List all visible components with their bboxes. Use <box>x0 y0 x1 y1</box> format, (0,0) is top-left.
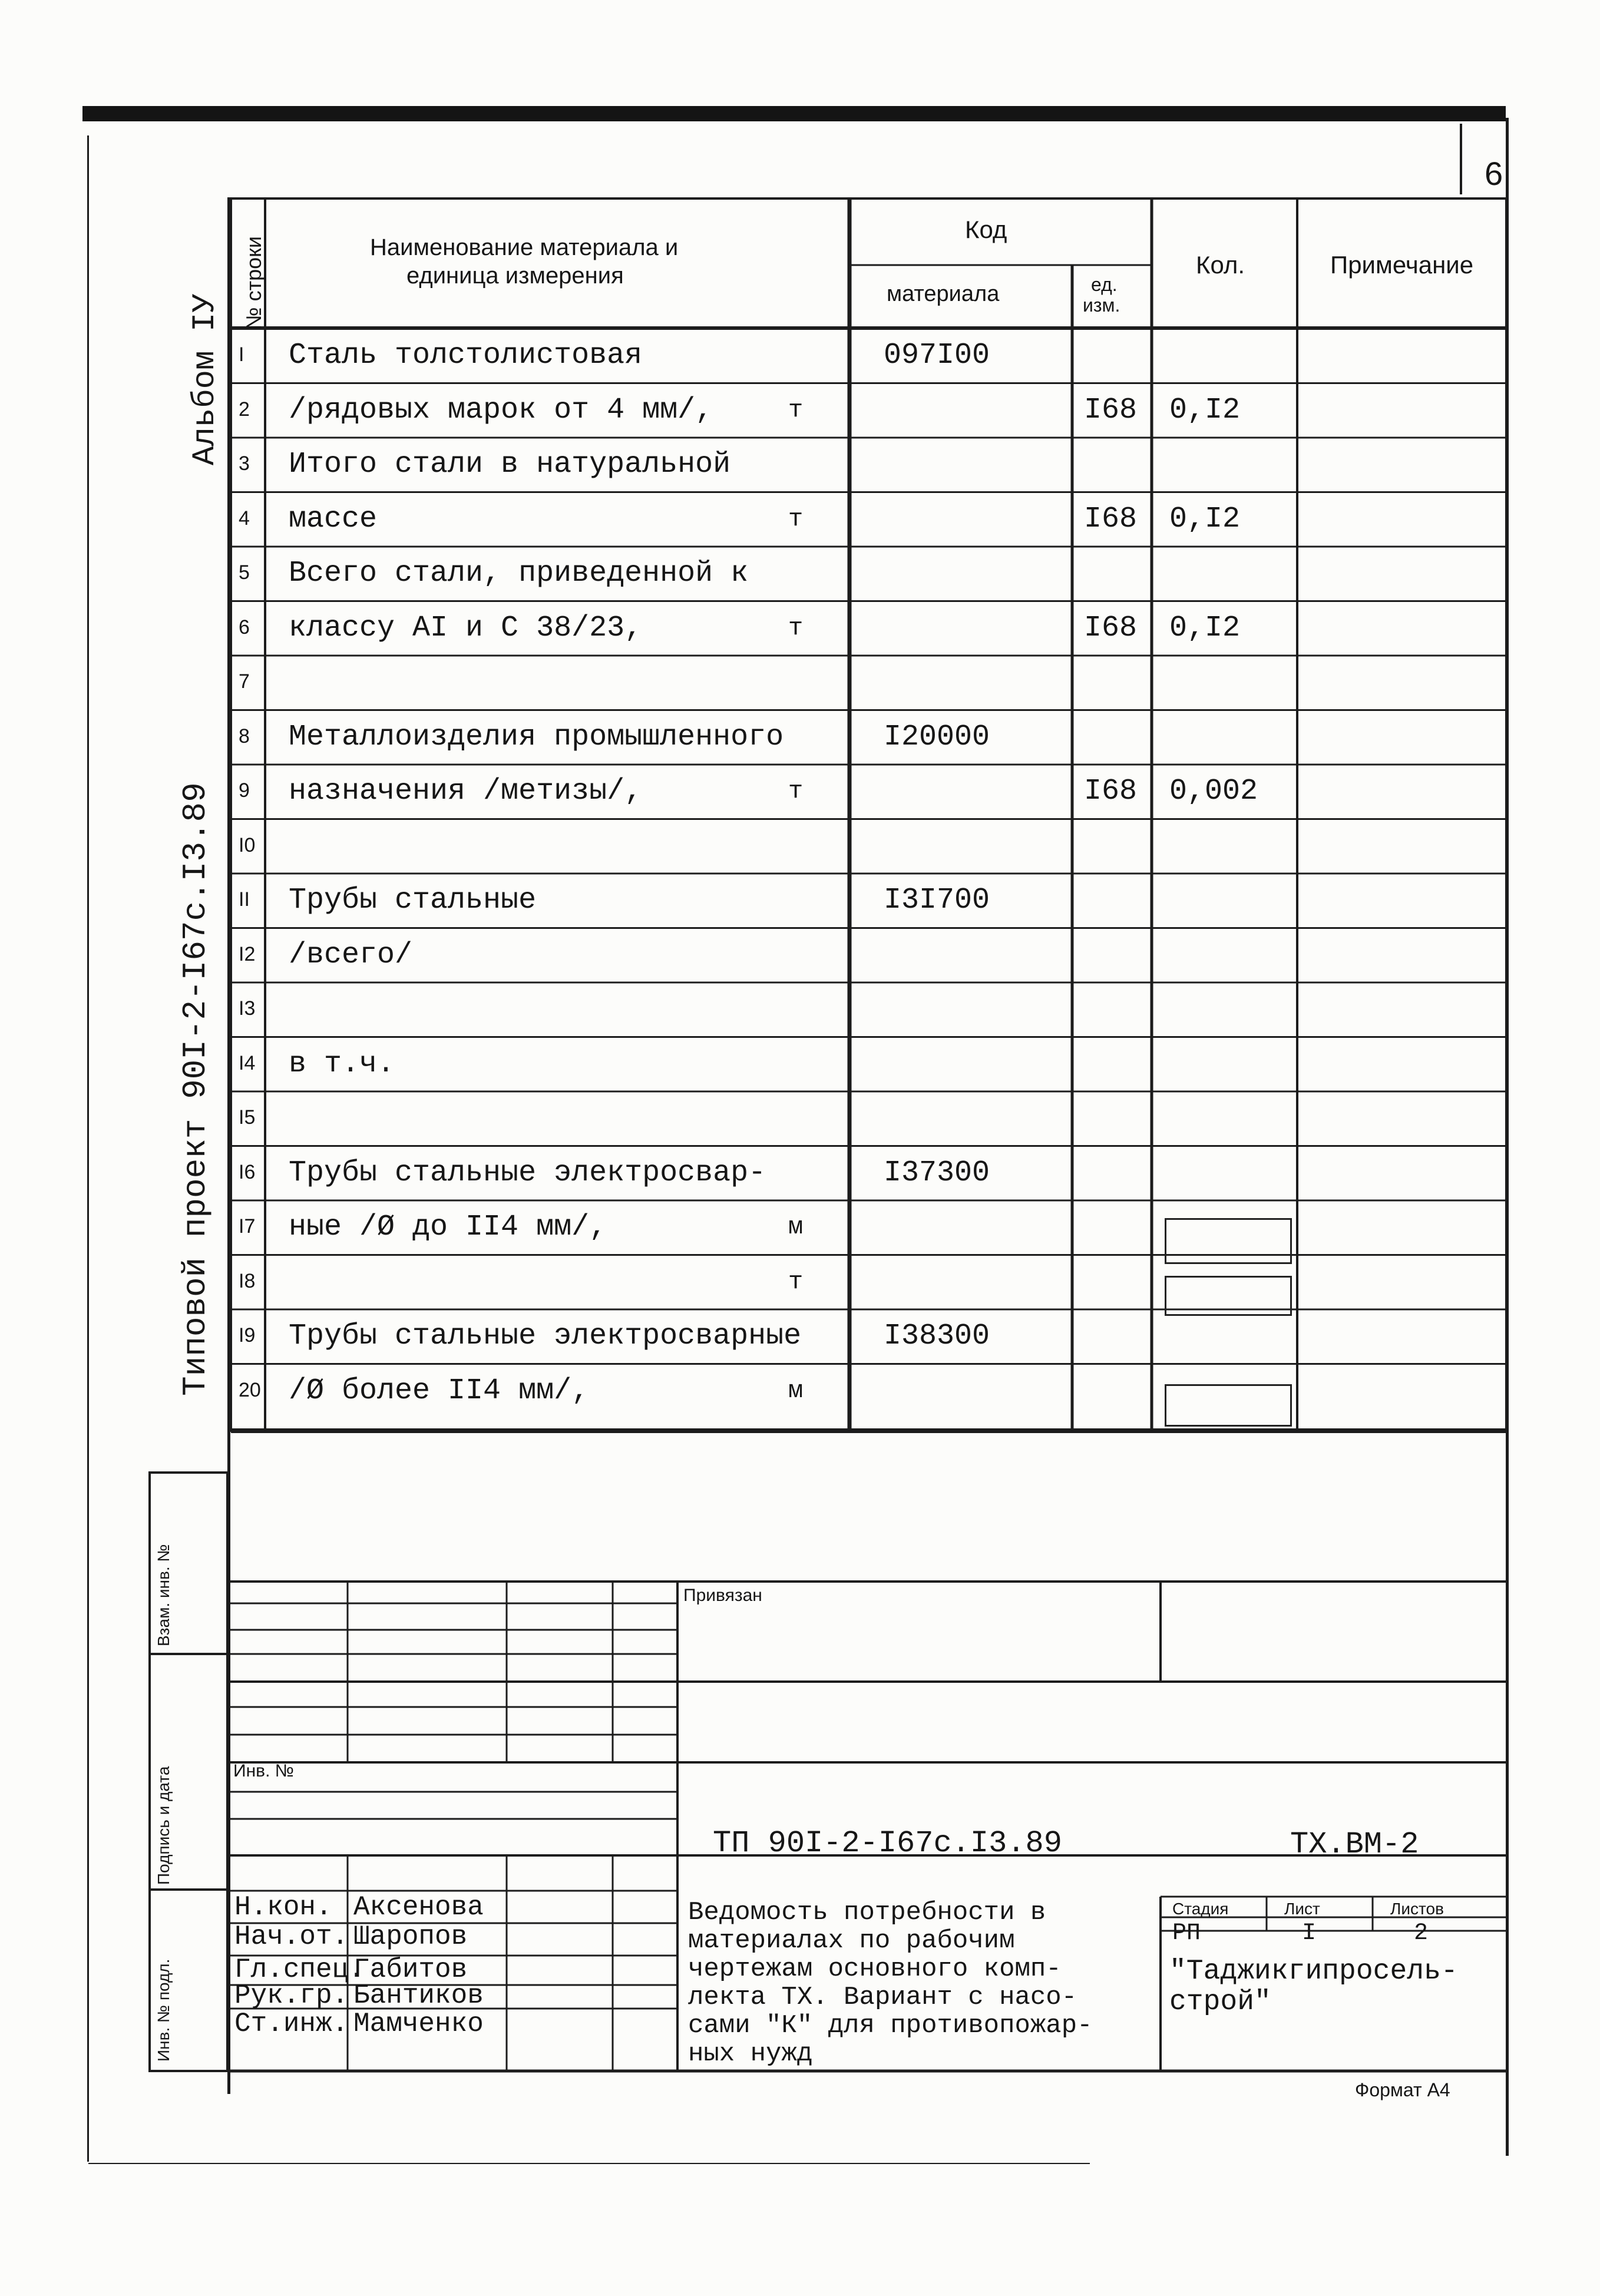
material-code: 097I00 <box>884 339 990 373</box>
quantity: 0,002 <box>1169 775 1258 809</box>
sheet-label: Лист <box>1284 1900 1320 1918</box>
material-name: Трубы стальные электросвар- <box>289 1156 766 1190</box>
material-name: Итого стали в натуральной <box>289 448 731 482</box>
signer-name: Габитов <box>353 1954 468 1985</box>
code-unit-header-line2: изм. <box>1083 295 1120 316</box>
row-number: I <box>239 343 244 366</box>
row-number: I7 <box>239 1215 256 1238</box>
code-material-header: материала <box>887 282 1000 306</box>
sheets-label: Листов <box>1390 1900 1444 1918</box>
unit-code: I68 <box>1084 775 1138 809</box>
document-title-line: материалах по рабочим <box>688 1926 1015 1956</box>
material-name: Сталь толстолистовая <box>289 339 643 373</box>
material-code: I38300 <box>884 1319 990 1354</box>
privyazan-label: Привязан <box>683 1586 762 1605</box>
unit: м <box>788 1213 804 1242</box>
stamp-side-label-3: Инв. № подл. <box>154 1958 173 2062</box>
signer-name: Мамченко <box>353 2009 484 2039</box>
document-title-line: лекта ТХ. Вариант с насо- <box>688 1983 1077 2012</box>
unit: т <box>788 504 804 533</box>
row-number: 7 <box>239 670 250 693</box>
organization-line2: строй" <box>1169 1986 1271 2018</box>
material-name: массе <box>289 502 378 536</box>
row-number: 5 <box>239 561 250 584</box>
signer-name: Шаропов <box>353 1921 468 1952</box>
material-name: Всего стали, приведенной к <box>289 557 749 591</box>
material-name: /Ø более II4 мм/, <box>289 1374 590 1408</box>
stamp-side-label-2: Подпись и дата <box>154 1766 173 1885</box>
note-header: Примечание <box>1330 251 1474 279</box>
sheet-code: ТХ.ВМ-2 <box>1290 1827 1419 1862</box>
unit: м <box>788 1376 804 1405</box>
unit: т <box>788 395 804 424</box>
signer-name: Бантиков <box>353 1980 484 2011</box>
row-number: I5 <box>239 1106 256 1129</box>
quantity: 0,I2 <box>1169 611 1241 645</box>
name-header-line2: единица измерения <box>406 263 624 289</box>
document-title-line: сами "К" для противопожар- <box>688 2011 1093 2040</box>
row-number: I6 <box>239 1160 256 1183</box>
code-unit-header-line1: ед. <box>1091 274 1118 295</box>
material-name: Металлоизделия промышленного <box>289 720 784 754</box>
left-margin-line <box>87 135 89 2162</box>
material-code: I3I700 <box>884 884 990 918</box>
material-name: Трубы стальные <box>289 884 537 918</box>
stamp-side-label-1: Взам. инв. № <box>154 1544 173 1646</box>
top-border-bar <box>82 106 1506 121</box>
material-code: I20000 <box>884 720 990 754</box>
document-title-line: чертежам основного комп- <box>688 1954 1062 1984</box>
unit-code: I68 <box>1084 393 1138 427</box>
row-number: II <box>239 888 250 911</box>
material-name: /рядовых марок от 4 мм/, <box>289 393 713 427</box>
signer-role: Рук.гр. <box>234 1980 349 2011</box>
stage-label: Стадия <box>1172 1900 1229 1918</box>
qty-header: Кол. <box>1196 251 1245 279</box>
material-code: I37300 <box>884 1156 990 1190</box>
signer-role: Нач.от. <box>234 1921 349 1952</box>
unit-code: I68 <box>1084 611 1138 645</box>
qty-box-row20 <box>1165 1384 1292 1427</box>
row-number: 20 <box>239 1378 261 1401</box>
quantity: 0,I2 <box>1169 393 1241 427</box>
album-label: Альбом IУ <box>187 293 223 465</box>
page-number-divider <box>1460 124 1462 194</box>
unit-code: I68 <box>1084 502 1138 536</box>
row-number: 4 <box>239 507 250 530</box>
row-number: 9 <box>239 779 250 802</box>
row-number: I0 <box>239 833 256 856</box>
materials-table <box>224 191 1511 1440</box>
inv-no-label: Инв. № <box>233 1761 294 1781</box>
row-number: I9 <box>239 1324 256 1347</box>
material-name: классу AI и С 38/23, <box>289 611 643 645</box>
material-name: Трубы стальные электросварные <box>289 1319 802 1354</box>
organization-line1: "Таджикгипросель- <box>1169 1956 1458 1987</box>
row-number: I3 <box>239 997 256 1020</box>
unit: т <box>788 613 804 642</box>
row-number: I8 <box>239 1269 256 1292</box>
quantity: 0,I2 <box>1169 502 1241 536</box>
row-number: 6 <box>239 616 250 638</box>
format-label: Формат А4 <box>1355 2079 1450 2100</box>
sheets-value: 2 <box>1414 1920 1429 1947</box>
unit: т <box>788 777 804 806</box>
qty-box-row17 <box>1165 1218 1292 1264</box>
doc-code: ТП 90I-2-I67с.I3.89 <box>713 1826 1062 1861</box>
document-title-line: Ведомость потребности в <box>688 1898 1046 1927</box>
sheet-value: I <box>1302 1920 1317 1947</box>
row-number: 3 <box>239 452 250 475</box>
row-number: 2 <box>239 398 250 421</box>
material-name: в т.ч. <box>289 1047 395 1081</box>
signer-role: Гл.спец. <box>234 1954 365 1985</box>
qty-box-row18 <box>1165 1276 1292 1316</box>
material-name: ные /Ø до II4 мм/, <box>289 1210 607 1245</box>
row-number: 8 <box>239 724 250 747</box>
row-number-header: № строки <box>242 236 266 330</box>
material-name: назначения /метизы/, <box>289 775 643 809</box>
unit: т <box>788 1267 804 1296</box>
name-header-line1: Наименование материала и <box>370 234 679 260</box>
material-name: /всего/ <box>289 938 413 972</box>
signer-role: Ст.инж. <box>234 2009 349 2039</box>
signer-name: Аксенова <box>353 1892 484 1923</box>
row-number: I4 <box>239 1051 256 1074</box>
code-header: Код <box>965 216 1007 243</box>
bottom-trim-line <box>88 2163 1090 2164</box>
signer-role: Н.кон. <box>234 1892 332 1923</box>
document-title-line: ных нужд <box>688 2039 813 2069</box>
page-number: 6 <box>1485 155 1503 192</box>
project-code-label: Типовой проект 90I-2-I67с.I3.89 <box>177 782 214 1396</box>
row-number: I2 <box>239 942 256 965</box>
stage-value: РП <box>1172 1920 1201 1947</box>
